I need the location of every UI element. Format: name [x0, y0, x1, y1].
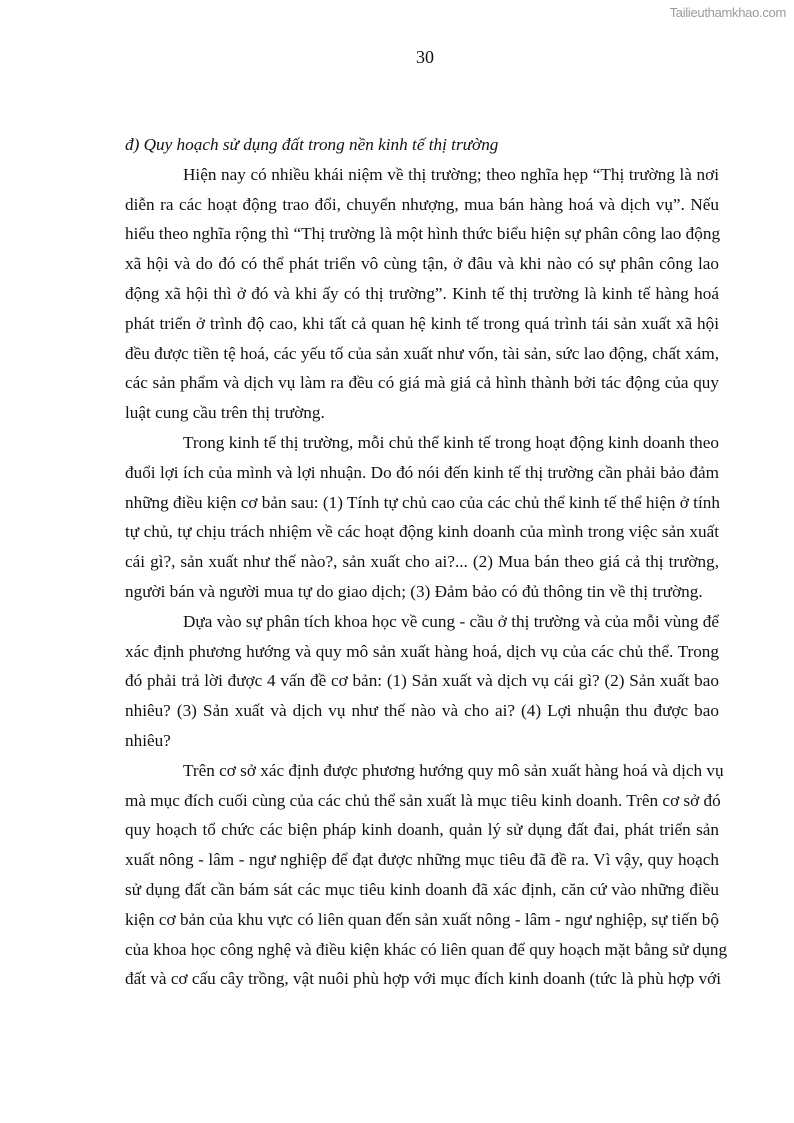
paragraph — [125, 160, 719, 428]
text-line: của khoa học công nghệ và điều kiện khác có liên quan để quy hoạch mặt bằng sử dụng — [125, 939, 728, 959]
text-line: nhiêu? (3) Sản xuất và dịch vụ như thế nào và cho ai? (4) Lợi nhuận thu được bao — [125, 701, 719, 721]
document-body — [125, 130, 728, 994]
text-line: người bán và người mua tự do giao dịch; (3) Đảm bảo có đủ thông tin về thị trường. — [125, 581, 703, 601]
text-line: Hiện nay có nhiều khái niệm về thị trường; theo nghĩa hẹp “Thị trường là nơi — [183, 164, 719, 184]
paragraphs — [125, 160, 728, 994]
text-line: xã hội và do đó có thể phát triển vô cùng tận, ở đâu và khi nào có sự phân công lao — [125, 254, 719, 274]
text-line: đó phải trả lời được 4 vấn đề cơ bản: (1) Sản xuất và dịch vụ cái gì? (2) Sản xuất bao — [125, 671, 719, 691]
text-line: sử dụng đất cần bám sát các mục tiêu kinh doanh đã xác định, căn cứ vào những điều — [125, 879, 719, 899]
text-line: tự chủ, tự chịu trách nhiệm về các hoạt động kinh doanh của mình trong việc sản xuất — [125, 522, 719, 542]
text-line: các sản phẩm và dịch vụ làm ra đều có giá mà giá cả hình thành bởi tác động của quy — [125, 373, 719, 393]
text-line: đều được tiền tệ hoá, các yếu tố của sản xuất như vốn, tài sản, sức lao động, chất xám, — [125, 343, 719, 363]
text-line: những điều kiện cơ bản sau: (1) Tính tự chủ cao của các chủ thể kinh tế thể hiện ở tính — [125, 492, 720, 512]
text-line: đất và cơ cấu cây trồng, vật nuôi phù hợp với mục đích kinh doanh (tức là phù hợp với — [125, 969, 722, 989]
text-line: luật cung cầu trên thị trường. — [125, 403, 325, 423]
text-line: xuất nông - lâm - ngư nghiệp để đạt được những mục tiêu đã đề ra. Vì vậy, quy hoạch — [125, 850, 719, 870]
text-line: kiện cơ bản của khu vực có liên quan đến sản xuất nông - lâm - ngư nghiệp, sự tiến bộ — [125, 909, 719, 929]
text-line: Trên cơ sở xác định được phương hướng quy mô sản xuất hàng hoá và dịch vụ — [183, 760, 724, 780]
text-line: đuổi lợi ích của mình và lợi nhuận. Do đó nói đến kinh tế thị trường cần phải bảo đảm — [125, 462, 719, 482]
text-line: động xã hội thì ở đó và khi ấy có thị trường”. Kinh tế thị trường là kinh tế hàng hoá — [125, 283, 719, 303]
text-line: quy hoạch tổ chức các biện pháp kinh doanh, quản lý sử dụng đất đai, phát triển sản — [125, 820, 719, 840]
text-line: Trong kinh tế thị trường, mỗi chủ thể kinh tế trong hoạt động kinh doanh theo — [183, 432, 719, 452]
paragraph — [125, 756, 728, 994]
section-heading: đ) Quy hoạch sử dụng đất trong nền kinh tế thị trường — [125, 135, 499, 154]
text-line: cái gì?, sản xuất như thế nào?, sản xuất cho ai?... (2) Mua bán theo giá cả thị trường, — [125, 552, 719, 572]
text-line: phát triển ở trình độ cao, khi tất cả quan hệ kinh tế trong quá trình tái sản xuất xã hội — [125, 313, 719, 333]
text-line: mà mục đích cuối cùng của các chủ thể sản xuất là mục tiêu kinh doanh. Trên cơ sở đó — [125, 790, 721, 810]
text-line: hiểu theo nghĩa rộng thì “Thị trường là một hình thức biểu hiện sự phân công lao động — [125, 224, 721, 244]
paragraph — [125, 607, 719, 756]
text-line: diễn ra các hoạt động trao đổi, chuyển nhượng, mua bán hàng hoá và dịch vụ”. Nếu — [125, 194, 719, 214]
page-number: 30 — [416, 47, 434, 67]
paragraph — [125, 428, 719, 607]
text-line: Dựa vào sự phân tích khoa học về cung - cầu ở thị trường và của mỗi vùng để — [183, 611, 719, 631]
text-line: nhiêu? — [125, 730, 171, 750]
text-line: xác định phương hướng và quy mô sản xuất hàng hoá, dịch vụ của các chủ thể. Trong — [125, 641, 719, 661]
watermark: Tailieuthamkhao.com — [669, 5, 786, 20]
